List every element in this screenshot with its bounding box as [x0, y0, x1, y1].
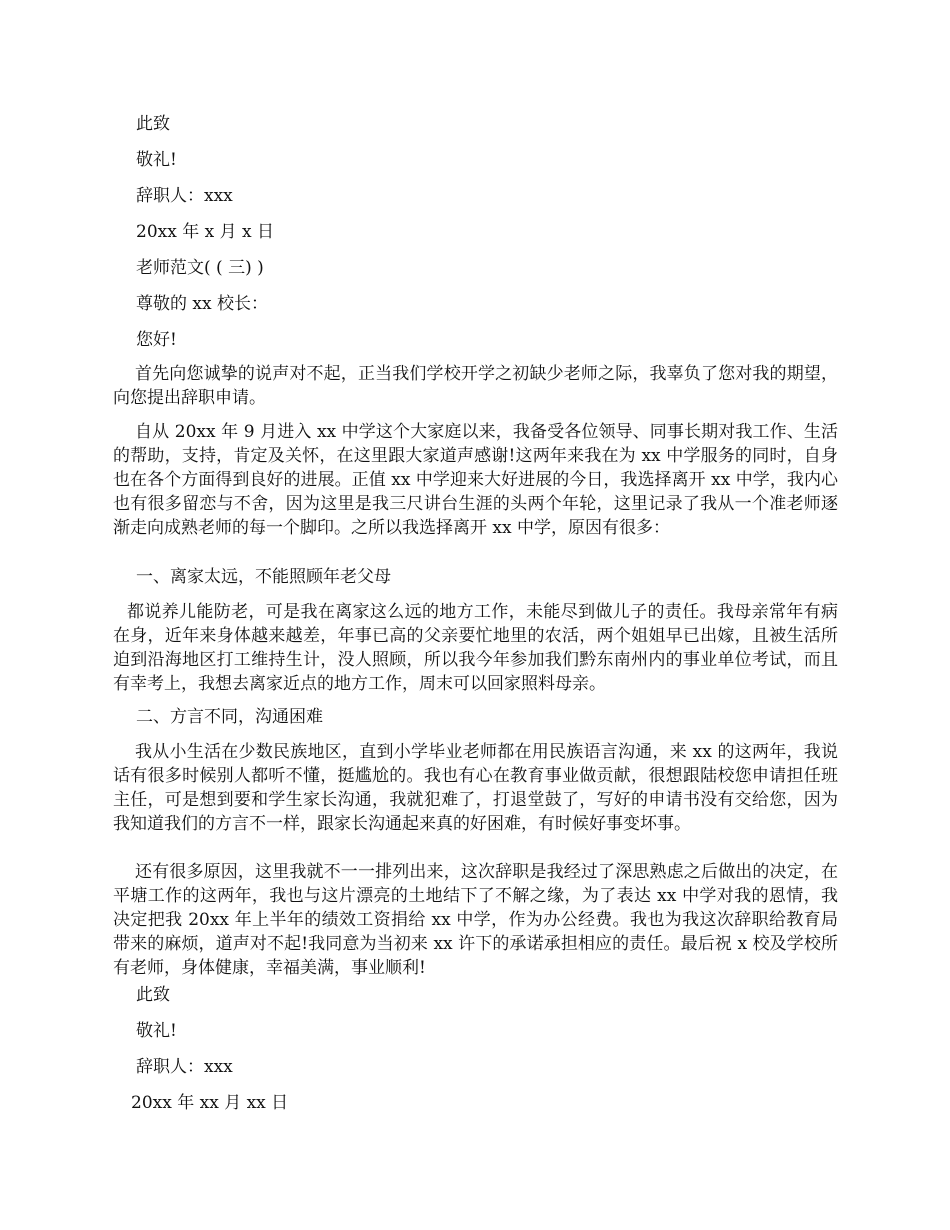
closing-phrase: 此致 [136, 114, 170, 134]
body-paragraph-4: 我从小生活在少数民族地区，直到小学毕业老师都在用民族语言沟通，来 xx 的这两年，我说话有很多时候别人都听不懂，挺尴尬的。我也有心在教育事业做贡献，很想跟陆校您申请担任班主任，可是想到要和学生家长沟通，我就犯难了，打退堂鼓了，写好的申请书没有交给您，因为我知道我们的方言不一样，跟家长沟通起来真的好困难，有时候好事变坏事。 [113, 742, 838, 834]
body-paragraph-5: 还有很多原因，这里我就不一一排列出来，这次辞职是我经过了深思熟虑之后做出的决定，在平塘工作的这两年，我也与这片漂亮的土地结下了不解之缘，为了表达 xx 中学对我的恩情，我决定把我 20xx 年上半年的绩效工资捐给 xx 中学，作为办公经费。我也为我这次辞职给教育局带来的麻烦，道声对不起!我同意为当初来 xx 许下的承诺承担相应的责任。最后祝 x 校及学校所有老师，身体健康，幸福美满，事业顺利! [113, 862, 838, 978]
body-paragraph-1: 首先向您诚挚的说声对不起，正当我们学校开学之初缺少老师之际，我辜负了您对我的期望，向您提出辞职申请。 [113, 364, 838, 408]
section-title: 老师范文( ( 三) ) [136, 258, 264, 278]
greeting-line: 您好! [136, 330, 177, 350]
reason-heading-2: 二、方言不同，沟通困难 [136, 707, 323, 727]
body-paragraph-3: 都说养儿能防老，可是我在离家这么远的地方工作，未能尽到做儿子的责任。我母亲常年有病在身，近年来身体越来越差，年事已高的父亲要忙地里的农活，两个姐姐早已出嫁，且被生活所迫到沿海地区打工维持生计，没人照顾，所以我今年参加我们黔东南州内的事业单位考试，而且有幸考上，我想去离家近点的地方工作，周末可以回家照料母亲。 [113, 602, 838, 694]
salutation-regards: 敬礼! [136, 150, 177, 170]
closing-phrase-2: 此致 [136, 985, 170, 1005]
body-paragraph-2: 自从 20xx 年 9 月进入 xx 中学这个大家庭以来，我备受各位领导、同事长期对我工作、生活的帮助，支持，肯定及关怀，在这里跟大家道声感谢!这两年来我在为 xx 中学服务的同时，自身也在各个方面得到良好的进展。正值 xx 中学迎来大好进展的今日，我选择离开 xx 中学，我内心也有很多留恋与不舍，因为这里是我三尺讲台生涯的头两个年轮，这里记录了我从一个准老师逐渐走向成熟老师的每一个脚印。之所以我选择离开 xx 中学，原因有很多： [113, 422, 838, 538]
addressee-line: 尊敬的 xx 校长： [136, 294, 268, 314]
date-line: 20xx 年 x 月 x 日 [136, 222, 275, 242]
resigner-name: 辞职人：xxx [136, 186, 233, 206]
reason-heading-1: 一、离家太远，不能照顾年老父母 [136, 567, 391, 587]
date-line-2: 20xx 年 xx 月 xx 日 [131, 1093, 289, 1113]
resigner-name-2: 辞职人：xxx [136, 1057, 233, 1077]
salutation-regards-2: 敬礼! [136, 1021, 177, 1041]
